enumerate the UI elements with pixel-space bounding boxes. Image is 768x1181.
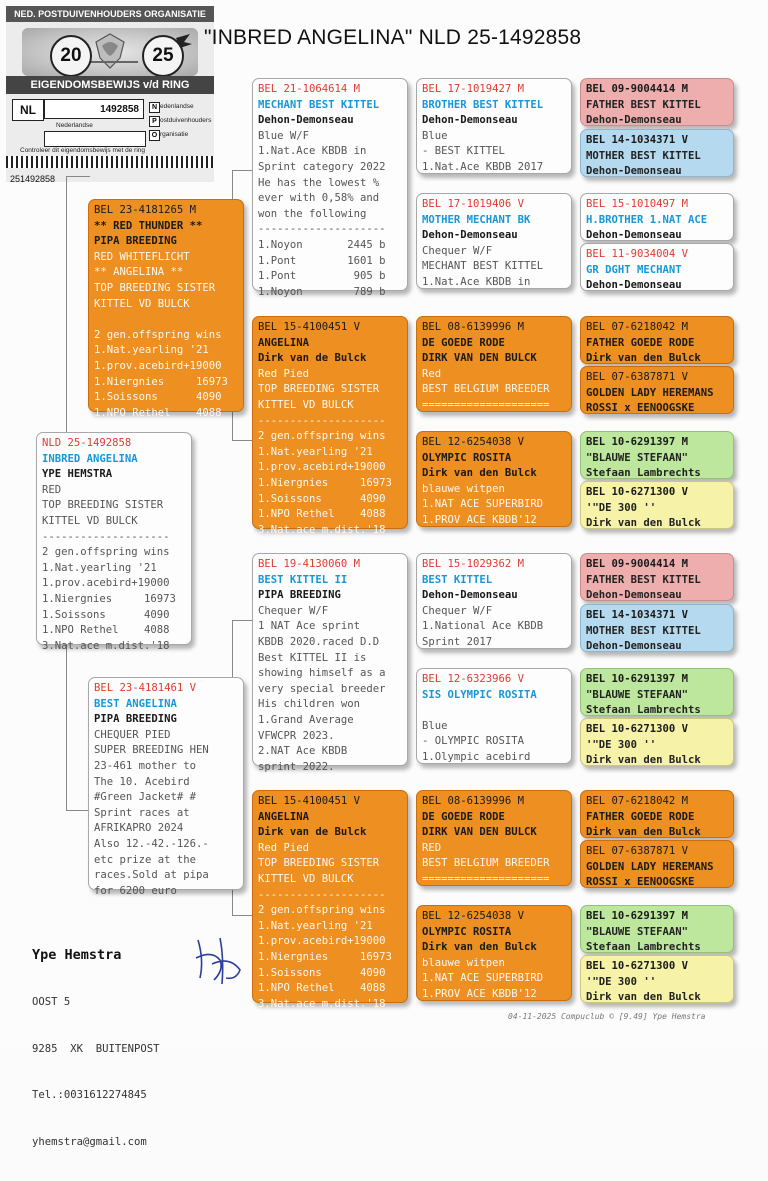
pedigree-line: Sprint category 2022 [258, 160, 386, 173]
pedigree-card-gen4[interactable] [580, 481, 734, 529]
pedigree-line: ever with 0,58% and [258, 192, 380, 205]
ring-number: BEL 14-1034371 V [586, 134, 689, 146]
ring-number: BEL 15-1010497 M [586, 198, 689, 210]
ring-number: BEL 10-6291397 M [586, 673, 689, 685]
pedigree-line: Dirk van den Bulck [422, 941, 537, 954]
pigeon-name: INBRED ANGELINA [42, 452, 138, 465]
pedigree-card-sire-sire[interactable] [252, 78, 408, 298]
pedigree-line: -------------------- [258, 414, 386, 427]
pedigree-line: ==================== [422, 398, 550, 411]
tree-line [232, 440, 254, 441]
pedigree-line: ==================== [422, 872, 550, 885]
pedigree-card-ssd[interactable] [416, 193, 572, 289]
sticker-note: Controleer dit eigendomsbewijs met de ring [20, 147, 146, 154]
pedigree-line: 1.prov.acebird+19000 [258, 935, 386, 948]
pedigree-line: TOP BREEDING SISTER [94, 281, 216, 294]
pedigree-line: - OLYMPIC ROSITA [422, 735, 525, 748]
pedigree-line: Best KITTEL II is [258, 651, 367, 664]
pedigree-line: 1.NPO Rethel 4088 [258, 508, 386, 521]
ring-number: BEL 19-4130060 M [258, 558, 361, 570]
ring-number: BEL 12-6323966 V [422, 673, 525, 685]
pedigree-line: 1.Soissons 4090 [258, 966, 386, 979]
pedigree-line: The 10. Acebird [94, 775, 190, 788]
sticker-year-right: 25 [142, 35, 184, 77]
pedigree-line: 1.Nat.yearling '21 [94, 344, 209, 357]
ring-number: BEL 07-6218042 M [586, 795, 689, 807]
ring-number: BEL 10-6271300 V [586, 486, 689, 498]
pigeon-name: SIS OLYMPIC ROSITA [422, 688, 537, 701]
pedigree-line: Red [422, 367, 442, 380]
pedigree-line: ROSSI x EENOOGSKE [586, 402, 695, 415]
pedigree-line: Red Pied [258, 841, 310, 854]
pigeon-name: ANGELINA [258, 336, 310, 349]
pedigree-line: Dehon-Demonseau [586, 229, 682, 242]
pedigree-line: Stefaan Lambrechts [586, 467, 701, 480]
pedigree-line: KITTEL VD BULCK [42, 514, 138, 527]
pigeon-name: FATHER GOEDE RODE [586, 336, 695, 349]
pedigree-line: BEST BELGIUM BREEDER [422, 383, 550, 396]
pedigree-line: Dehon-Demonseau [586, 165, 682, 178]
ring-number: BEL 08-6139996 M [422, 321, 525, 333]
ring-number: BEL 10-6291397 M [586, 910, 689, 922]
pedigree-line: 1.Nat.Ace KBDB 2017 [422, 160, 544, 173]
pedigree-card-gen4[interactable] [580, 431, 734, 479]
pedigree-line: Chequer W/F [422, 244, 493, 257]
pedigree-line: RED WHITEFLICHT [94, 250, 190, 263]
pedigree-card-gen4[interactable] [580, 243, 734, 291]
pedigree-line: ** ANGELINA ** [94, 266, 184, 279]
owner-address-1: OOST 5 [32, 996, 71, 1008]
pedigree-line: 1.NPO Rethel 4088 [94, 406, 222, 419]
ring-number: BEL 10-6291397 M [586, 436, 689, 448]
pigeon-name: FATHER GOEDE RODE [586, 810, 695, 823]
pedigree-line: 2 gen.offspring wins [258, 430, 386, 443]
pedigree-line: 1.Nat.yearling '21 [42, 561, 157, 574]
tree-line [232, 170, 254, 171]
pedigree-line: sprint 2022. [258, 760, 335, 773]
pigeon-name: GR DGHT MECHANT [586, 263, 682, 276]
sticker-doc-title: EIGENDOMSBEWIJS v/d RING [6, 76, 214, 94]
pedigree-line: 3.Nat.ace m.dist.'18 [42, 639, 170, 652]
pedigree-line: 2 gen.offspring wins [258, 904, 386, 917]
pedigree-card-sire[interactable] [88, 199, 244, 419]
pedigree-card-sds[interactable] [416, 316, 572, 412]
sticker-org: NED. POSTDUIVENHOUDERS ORGANISATIE [6, 6, 214, 22]
ring-number: BEL 10-6271300 V [586, 960, 689, 972]
pedigree-card-sdd[interactable] [416, 431, 572, 527]
pigeon-name: '"DE 300 '' [586, 975, 657, 988]
pedigree-line: Dirk van den Bulck [586, 826, 701, 839]
pigeon-name: BEST KITTEL II [258, 573, 348, 586]
pedigree-line: Dirk van den Bulck [586, 754, 701, 767]
pigeon-name: "BLAUWE STEFAAN" [586, 451, 689, 464]
pedigree-line: won the following [258, 207, 367, 220]
sticker-year-left: 20 [50, 35, 92, 77]
pedigree-line: 1.Nat.Ace KBDB in [422, 275, 531, 288]
pigeon-name: OLYMPIC ROSITA [422, 451, 512, 464]
pedigree-line: 1.Grand Average [258, 713, 354, 726]
pedigree-line: PIPA BREEDING [258, 589, 341, 602]
pedigree-line: Sprint races at [94, 806, 190, 819]
pedigree-card-dsd[interactable] [416, 668, 572, 764]
pedigree-line: 3.Nat.ace m.dist.'18 [258, 523, 386, 536]
pedigree-line: 1.Niergnies 16973 [42, 592, 176, 605]
pedigree-line: 1.Niergnies 16973 [258, 950, 392, 963]
ring-number: BEL 07-6218042 M [586, 321, 689, 333]
ring-number: BEL 11-9034004 V [586, 248, 689, 260]
pedigree-card-gen4[interactable] [580, 366, 734, 414]
pedigree-line: Dirk van den Bulck [586, 991, 701, 1004]
pedigree-line: 1.PROV ACE KBDB'12 [422, 513, 537, 526]
pedigree-line: SUPER BREEDING HEN [94, 744, 209, 757]
sticker-letter-o: O [149, 130, 160, 141]
pigeon-name: '"DE 300 '' [586, 738, 657, 751]
pedigree-line: KITTEL VD BULCK [94, 297, 190, 310]
pedigree-line: very special breeder [258, 682, 386, 695]
sticker-letter-n: N [149, 102, 160, 113]
handwritten-signature [190, 930, 250, 990]
owner-phone: Tel.:0031612274845 [32, 1089, 147, 1101]
pedigree-line: for 6200 euro [94, 884, 177, 897]
pedigree-card-dam[interactable] [88, 677, 244, 897]
pedigree-line: -------------------- [42, 530, 170, 543]
pedigree-line: TOP BREEDING SISTER [42, 499, 164, 512]
pedigree-line: VFWCPR 2023. [258, 729, 335, 742]
pigeon-name: BEST ANGELINA [94, 697, 177, 710]
sticker-barcode-number: 251492858 [10, 174, 56, 184]
pedigree-card-ddd[interactable] [416, 905, 572, 1001]
pedigree-line: blauwe witpen [422, 956, 505, 969]
pedigree-line: Blue [422, 129, 448, 142]
page-title: "INBRED ANGELINA" NLD 25-1492858 [204, 26, 582, 49]
owner-address-2: 9285 XK BUITENPOST [32, 1042, 160, 1055]
pedigree-line: KITTEL VD BULCK [258, 872, 354, 885]
ring-number: BEL 15-4100451 V [258, 321, 361, 333]
pedigree-card-sss[interactable] [416, 78, 572, 174]
pedigree-line: 3.Nat.ace m.dist.'18 [258, 997, 386, 1010]
pedigree-line: - BEST KITTEL [422, 145, 505, 158]
pedigree-line: 1.prov.acebird+19000 [42, 577, 170, 590]
pigeon-name: ANGELINA [258, 810, 310, 823]
pedigree-card-gen4[interactable] [580, 668, 734, 716]
pedigree-line: CHEQUER PIED [94, 728, 171, 741]
pedigree-line: showing himself as a [258, 667, 386, 680]
pedigree-line: blauwe witpen [422, 482, 505, 495]
pigeon-name: DE GOEDE RODE [422, 810, 505, 823]
sticker-side-2: ostduivenhouders [160, 117, 212, 124]
pedigree-line: Also 12.-42.-126.- [94, 837, 209, 850]
tree-line [66, 176, 90, 177]
pedigree-card-gen4[interactable] [580, 129, 734, 177]
tree-line [232, 620, 254, 621]
pedigree-card-dam-sire[interactable] [252, 553, 408, 773]
pedigree-card-gen4[interactable] [580, 193, 734, 241]
sticker-side-1: edenlandse [160, 103, 194, 110]
owner-name: Ype Hemstra [32, 947, 122, 963]
pedigree-line: PIPA BREEDING [94, 713, 177, 726]
pedigree-line: YPE HEMSTRA [42, 468, 113, 481]
sticker-country-name: Nederlandse [56, 122, 93, 129]
pedigree-line: Dehon-Demonseau [586, 589, 682, 602]
pigeon-name: GOLDEN LADY HEREMANS [586, 386, 714, 399]
pedigree-line: KITTEL VD BULCK [258, 398, 354, 411]
pedigree-line: Dirk van de Bulck [258, 352, 367, 365]
pedigree-line: PIPA BREEDING [94, 235, 177, 248]
pigeon-name: BEST KITTEL [422, 573, 493, 586]
pedigree-line: MECHANT BEST KITTEL [422, 260, 544, 273]
ring-number: BEL 12-6254038 V [422, 910, 525, 922]
ring-number: BEL 23-4181461 V [94, 682, 197, 694]
ring-number: BEL 14-1034371 V [586, 609, 689, 621]
pedigree-line: #Green Jacket# # [94, 791, 197, 804]
pedigree-line: 1.Niergnies 16973 [258, 476, 392, 489]
ring-number: BEL 07-6387871 V [586, 845, 689, 857]
pedigree-line: 1.PROV ACE KBDB'12 [422, 987, 537, 1000]
pedigree-card-subject[interactable] [36, 432, 192, 652]
pedigree-card-dam-dam[interactable] [252, 790, 408, 1010]
pedigree-line: -------------------- [258, 888, 386, 901]
pedigree-card-dds[interactable] [416, 790, 572, 886]
pedigree-line [94, 312, 238, 328]
pigeon-name: "BLAUWE STEFAAN" [586, 688, 689, 701]
pedigree-line: RED [42, 483, 62, 496]
ring-number: BEL 21-1064614 M [258, 83, 361, 95]
sticker-side-3: rganisatie [160, 131, 189, 138]
ring-number: BEL 23-4181265 M [94, 204, 197, 216]
pedigree-line: Dehon-Demonseau [586, 114, 682, 127]
pedigree-card-gen4[interactable] [580, 718, 734, 766]
owner-email: yhemstra@gmail.com [32, 1135, 147, 1148]
pedigree-line: 1.Soissons 4090 [94, 391, 222, 404]
ring-number: BEL 17-1019427 M [422, 83, 525, 95]
pedigree-line: 1.prov.acebird+19000 [258, 461, 386, 474]
pedigree-line: 1.Olympic acebird [422, 750, 531, 763]
ring-number: BEL 10-6271300 V [586, 723, 689, 735]
pigeon-name: MOTHER MECHANT BK [422, 213, 531, 226]
pedigree-line: 1.Noyon 789 b [258, 285, 386, 298]
ring-number: BEL 09-9004414 M [586, 558, 689, 570]
pedigree-line: 1.Nat.yearling '21 [258, 919, 373, 932]
sticker-letter-p: P [149, 116, 160, 127]
ring-number: BEL 08-6139996 M [422, 795, 525, 807]
pedigree-line: He has the lowest % [258, 176, 380, 189]
pedigree-line: races.Sold at pipa [94, 869, 209, 882]
pedigree-card-gen4[interactable] [580, 955, 734, 1003]
tree-line [232, 915, 254, 916]
pedigree-line: TOP BREEDING SISTER [258, 857, 380, 870]
pedigree-line: 2 gen.offspring wins [42, 546, 170, 559]
pedigree-line: Blue [422, 719, 448, 732]
pedigree-line: Chequer W/F [422, 604, 493, 617]
pigeon-name: MECHANT BEST KITTEL [258, 98, 380, 111]
tree-line [66, 176, 67, 432]
pedigree-line: Dirk van de Bulck [258, 826, 367, 839]
ring-number: BEL 12-6254038 V [422, 436, 525, 448]
pedigree-line: 1.NPO Rethel 4088 [42, 624, 170, 637]
pigeon-name: H.BROTHER 1.NAT ACE [586, 213, 708, 226]
pedigree-line: Sprint 2017 [422, 635, 493, 648]
pedigree-line: KBDB 2020.raced D.D [258, 635, 380, 648]
pedigree-card-dss[interactable] [416, 553, 572, 649]
pedigree-line: 1.prov.acebird+19000 [94, 359, 222, 372]
pigeon-name: OLYMPIC ROSITA [422, 925, 512, 938]
pedigree-line [422, 703, 566, 719]
pedigree-card-gen4[interactable] [580, 905, 734, 953]
pedigree-line: Chequer W/F [258, 604, 329, 617]
pedigree-line: Dehon-Demonseau [422, 589, 518, 602]
pedigree-line: Stefaan Lambrechts [586, 941, 701, 954]
pedigree-line: Red Pied [258, 367, 310, 380]
pedigree-card-gen4[interactable] [580, 553, 734, 601]
pedigree-line: Dehon-Demonseau [258, 114, 354, 127]
pedigree-line: 23-461 mother to [94, 759, 197, 772]
pedigree-line: etc prize at the [94, 853, 197, 866]
ring-ownership-sticker [6, 6, 214, 184]
pigeon-name: GOLDEN LADY HEREMANS [586, 860, 714, 873]
pedigree-line: 2.NAT Ace KBDB [258, 745, 348, 758]
pigeon-name: MOTHER BEST KITTEL [586, 624, 701, 637]
pedigree-line: 1 NAT Ace sprint [258, 620, 361, 633]
pedigree-line: 1.Pont 905 b [258, 270, 386, 283]
pedigree-line: Dehon-Demonseau [586, 640, 682, 653]
pedigree-line: 1.Nat.Ace KBDB in [258, 145, 367, 158]
pigeon-name: FATHER BEST KITTEL [586, 98, 701, 111]
tree-line [66, 810, 90, 811]
pedigree-card-gen4[interactable] [580, 790, 734, 838]
pedigree-line: 1.NAT ACE SUPERBIRD [422, 498, 544, 511]
pedigree-card-gen4[interactable] [580, 840, 734, 888]
pedigree-line: RED [422, 841, 442, 854]
pedigree-line: 1.Pont 1601 b [258, 254, 386, 267]
ring-number: NLD 25-1492858 [42, 437, 132, 449]
pedigree-line: 1.National Ace KBDB [422, 620, 544, 633]
pedigree-line: 1.NAT ACE SUPERBIRD [422, 972, 544, 985]
pigeon-name: '"DE 300 '' [586, 501, 657, 514]
ring-number: BEL 15-4100451 V [258, 795, 361, 807]
pedigree-line: TOP BREEDING SISTER [258, 383, 380, 396]
pedigree-line: Dirk van den Bulck [586, 352, 701, 365]
pedigree-line: BEST BELGIUM BREEDER [422, 857, 550, 870]
pigeon-name: BROTHER BEST KITTEL [422, 98, 544, 111]
pedigree-line: His children won [258, 698, 361, 711]
pedigree-line: 2 gen.offspring wins [94, 328, 222, 341]
pedigree-line: Dehon-Demonseau [586, 279, 682, 292]
pedigree-card-gen4[interactable] [580, 78, 734, 126]
pedigree-line: DIRK VAN DEN BULCK [422, 826, 537, 839]
sticker-ring-number: 1492858 [44, 99, 144, 119]
pedigree-line: 1.Nat.yearling '21 [258, 445, 373, 458]
pedigree-line: Dirk van den Bulck [586, 517, 701, 530]
sticker-country-box: NL [12, 99, 44, 121]
pigeon-name: FATHER BEST KITTEL [586, 573, 701, 586]
pigeon-name: "BLAUWE STEFAAN" [586, 925, 689, 938]
pedigree-line: DIRK VAN DEN BULCK [422, 352, 537, 365]
pedigree-line: 1.Soissons 4090 [258, 492, 386, 505]
sticker-blank-box [44, 131, 146, 147]
tree-line [66, 645, 67, 810]
pigeon-name: ** RED THUNDER ** [94, 219, 203, 232]
owner-block [32, 915, 160, 1181]
pedigree-line: AFRIKAPRO 2024 [94, 822, 184, 835]
pedigree-card-gen4[interactable] [580, 604, 734, 652]
pedigree-line: Dehon-Demonseau [422, 229, 518, 242]
pedigree-line: 1.NPO Rethel 4088 [258, 982, 386, 995]
pedigree-card-gen4[interactable] [580, 316, 734, 364]
ring-number: BEL 15-1029362 M [422, 558, 525, 570]
pigeon-name: MOTHER BEST KITTEL [586, 149, 701, 162]
pedigree-line: ROSSI x EENOOGSKE [586, 876, 695, 889]
pedigree-line: 1.Niergnies 16973 [94, 375, 228, 388]
pedigree-line: Dehon-Demonseau [422, 114, 518, 127]
pigeon-name: DE GOEDE RODE [422, 336, 505, 349]
pedigree-card-sire-dam[interactable] [252, 316, 408, 536]
pedigree-line: Stefaan Lambrechts [586, 704, 701, 717]
sticker-barcode [6, 156, 214, 168]
pedigree-line: 1.Noyon 2445 b [258, 238, 386, 251]
pedigree-line: Dirk van den Bulck [422, 467, 537, 480]
ring-number: BEL 09-9004414 M [586, 83, 689, 95]
pedigree-line: 1.Soissons 4090 [42, 608, 170, 621]
footer-credit: 04-11-2025 Compuclub © [9.49] Ype Hemstra [508, 1012, 706, 1021]
ring-number: BEL 17-1019406 V [422, 198, 525, 210]
ring-number: BEL 07-6387871 V [586, 371, 689, 383]
pedigree-line: Blue W/F [258, 129, 310, 142]
pedigree-line: -------------------- [258, 223, 386, 236]
